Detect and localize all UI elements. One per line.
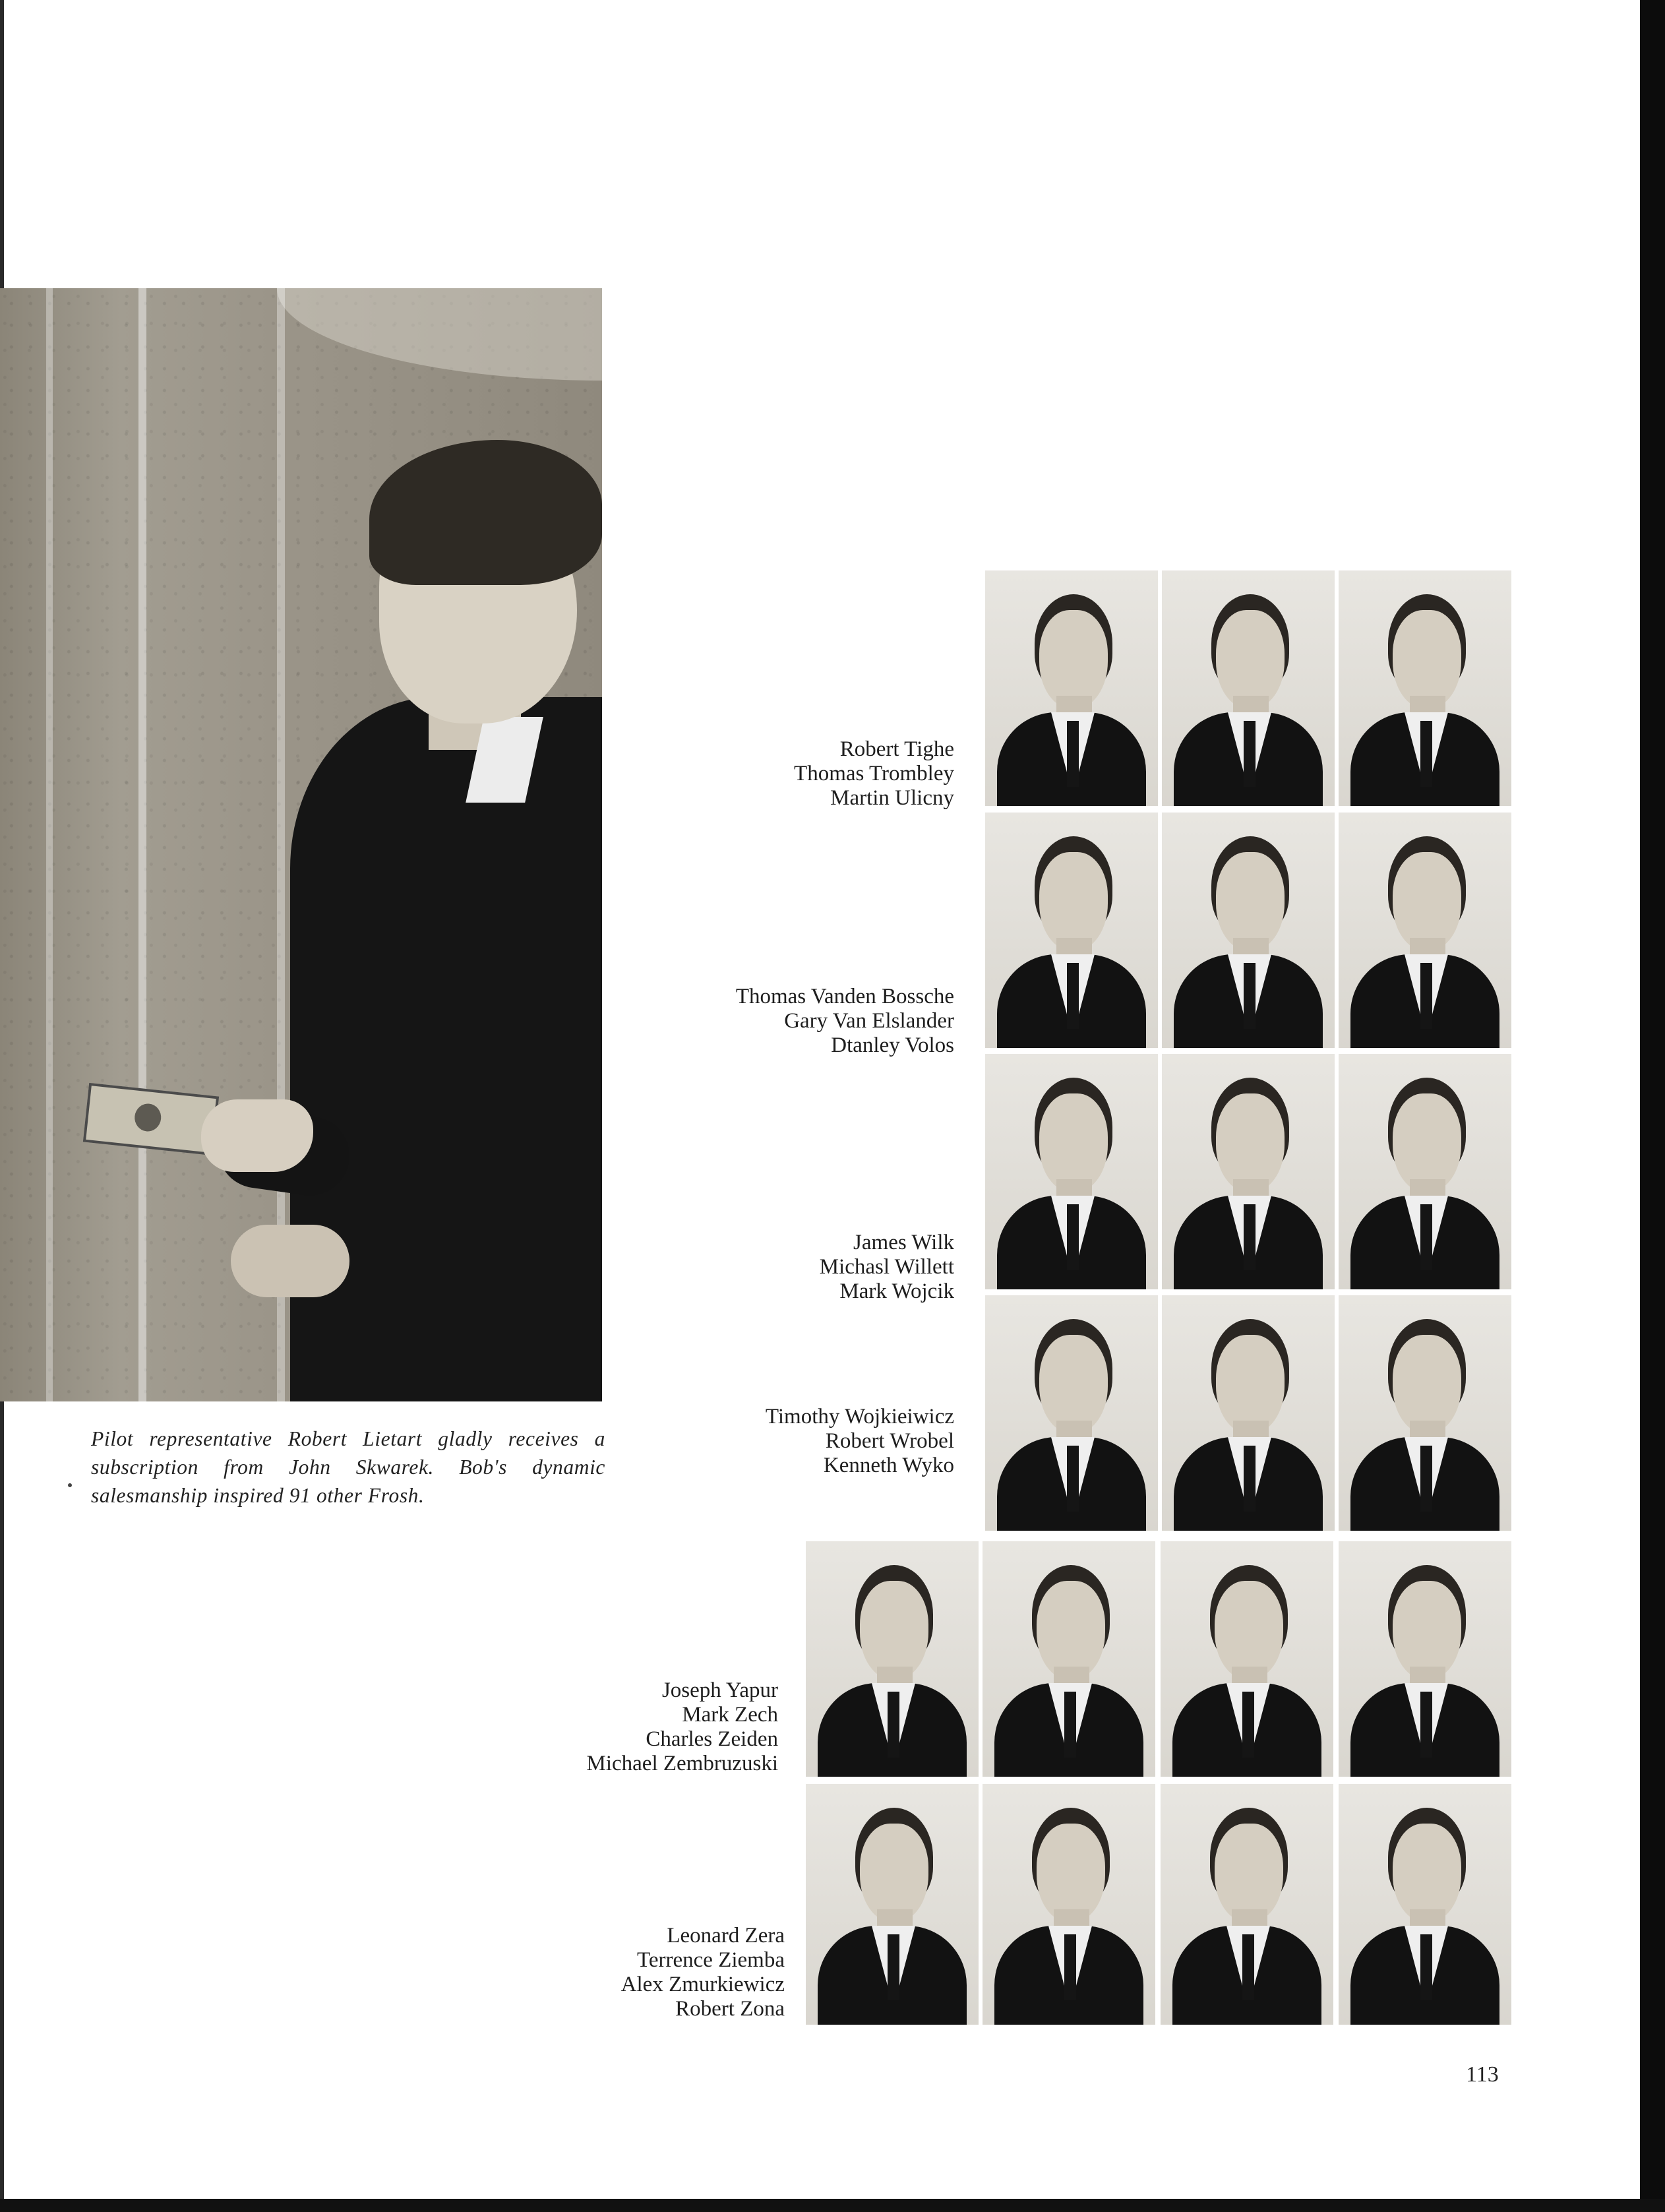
student-portrait [806, 1784, 979, 2025]
name-group [659, 1231, 954, 1304]
door-frame [138, 288, 146, 1401]
student-portrait [1162, 1295, 1335, 1531]
student-hair [369, 440, 602, 585]
student-name: Robert Wrobel [825, 1429, 954, 1453]
student-name: Charles Zeiden [646, 1727, 778, 1751]
student-name: Robert Zona [675, 1997, 785, 2021]
student-portrait [1339, 1541, 1511, 1777]
student-name: James Wilk [853, 1231, 954, 1254]
student-portrait [1161, 1784, 1333, 2025]
student-portrait [1161, 1541, 1333, 1777]
name-group [501, 1924, 785, 2021]
door-arch [277, 288, 602, 381]
student-portrait [985, 1054, 1158, 1289]
student-name: Martin Ulicny [830, 786, 954, 810]
student-portrait [806, 1541, 979, 1777]
student-name: Terrence Ziemba [637, 1948, 785, 1972]
student-name: Leonard Zera [667, 1924, 785, 1948]
photo-caption: Pilot representative Robert Lietart gladly receives a subscription from John Skwarek. Bob's dynamic salesmanship inspired 91 other Frosh. [91, 1427, 605, 1507]
student-portrait [985, 570, 1158, 806]
student-portrait [1162, 1054, 1335, 1289]
student-portrait [1339, 1054, 1511, 1289]
student-portrait [1339, 1295, 1511, 1531]
student-name: Dtanley Volos [831, 1033, 954, 1057]
student-name: Kenneth Wyko [823, 1454, 954, 1477]
student-name: Joseph Yapur [661, 1678, 778, 1702]
student-name: Michasl Willett [819, 1255, 954, 1279]
student-name: Michael Zembruzuski [586, 1752, 778, 1775]
name-group [501, 1678, 778, 1776]
student-name: Gary Van Elslander [784, 1009, 954, 1033]
student-name: Timothy Wojkieiwicz [765, 1405, 954, 1429]
student-portrait [1339, 813, 1511, 1048]
dollar-bill [83, 1083, 219, 1155]
student-jacket [290, 697, 602, 1401]
student-portrait [985, 813, 1158, 1048]
page-number: 113 [1466, 2062, 1499, 2087]
name-group [659, 737, 954, 811]
student-name: Mark Wojcik [839, 1279, 954, 1303]
print-speck [68, 1483, 72, 1487]
student-name: Thomas Vanden Bossche [735, 985, 954, 1008]
hand-holding-bill [201, 1099, 313, 1172]
scan-edge-bottom [0, 2199, 1665, 2212]
door-frame [46, 288, 53, 1401]
student-portrait [1339, 1784, 1511, 2025]
student-portrait [983, 1541, 1155, 1777]
scan-edge-right [1640, 0, 1665, 2212]
student-portrait [985, 1295, 1158, 1531]
student-name: Mark Zech [682, 1703, 778, 1727]
student-name: Thomas Trombley [794, 762, 954, 785]
student-portrait [1339, 570, 1511, 806]
student-portrait [983, 1784, 1155, 2025]
student-name: Robert Tighe [839, 737, 954, 761]
name-group [633, 985, 954, 1058]
student-name: Alex Zmurkiewicz [621, 1973, 785, 1996]
student-portrait [1162, 813, 1335, 1048]
hand-lower [231, 1225, 349, 1297]
name-group [659, 1405, 954, 1478]
feature-photo [0, 288, 602, 1401]
student-portrait [1162, 570, 1335, 806]
